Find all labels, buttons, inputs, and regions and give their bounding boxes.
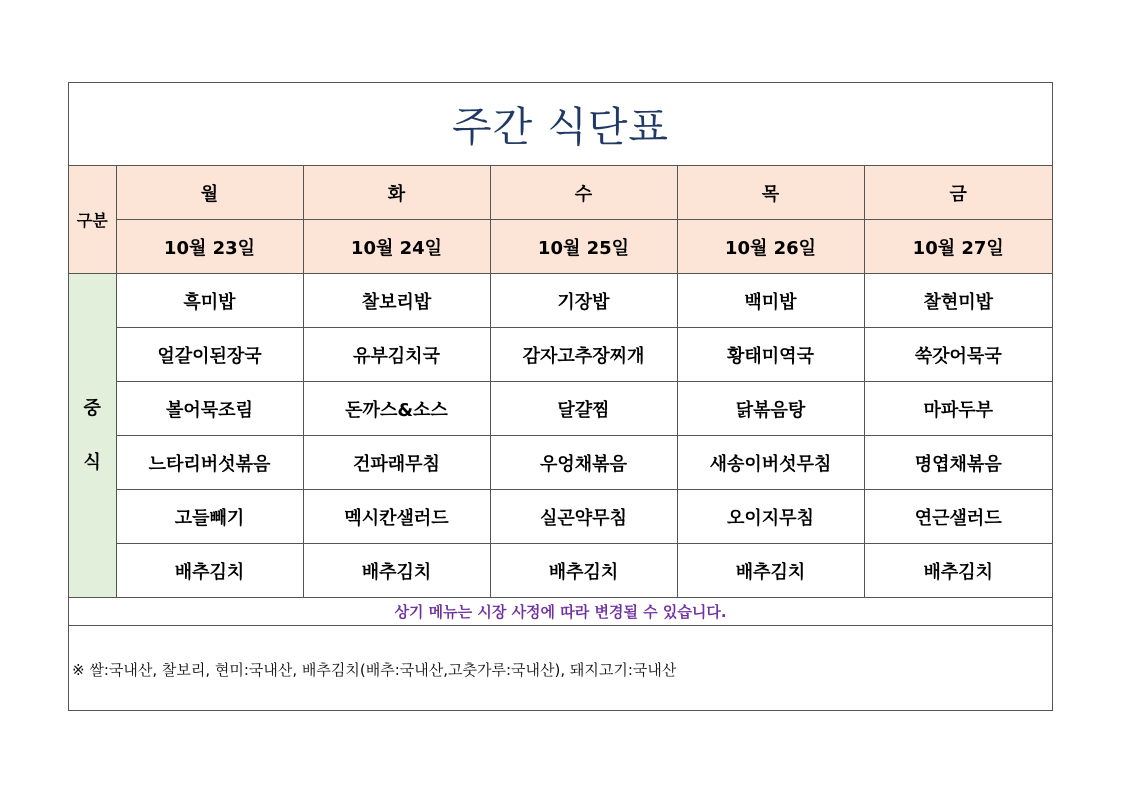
menu-cell: 돈까스&소스 [303,382,490,436]
day-header-thu: 목 [677,166,864,220]
menu-table [69,166,1052,598]
menu-cell: 배추김치 [677,544,864,598]
date-header-tue: 10월 24일 [303,220,490,274]
change-notice: 상기 메뉴는 시장 사정에 따라 변경될 수 있습니다. [69,598,1052,626]
menu-cell: 쑥갓어묵국 [864,328,1052,382]
menu-cell: 연근샐러드 [864,490,1052,544]
menu-cell: 배추김치 [303,544,490,598]
menu-cell: 우엉채볶음 [490,436,677,490]
menu-row [69,436,1052,490]
menu-cell: 흑미밥 [116,274,303,328]
menu-row [69,382,1052,436]
menu-cell: 황태미역국 [677,328,864,382]
origin-note: ※ 쌀:국내산, 찰보리, 현미:국내산, 배추김치(배추:국내산,고춧가루:국내산), 돼지고기:국내산 [72,661,677,679]
menu-cell: 달걀찜 [490,382,677,436]
menu-cell: 명엽채볶음 [864,436,1052,490]
category-header: 구분 [69,166,116,274]
menu-cell: 새송이버섯무침 [677,436,864,490]
menu-cell: 실곤약무침 [490,490,677,544]
menu-cell: 볼어묵조림 [116,382,303,436]
menu-sheet [68,82,1053,711]
day-header-tue: 화 [303,166,490,220]
menu-row [69,274,1052,328]
menu-cell: 마파두부 [864,382,1052,436]
header-row-dates [69,220,1052,274]
menu-cell: 배추김치 [116,544,303,598]
menu-cell: 유부김치국 [303,328,490,382]
lunch-label-line1: 중 [83,397,101,419]
date-header-wed: 10월 25일 [490,220,677,274]
day-header-fri: 금 [864,166,1052,220]
lunch-label-line2: 식 [83,451,101,473]
menu-cell: 닭볶음탕 [677,382,864,436]
date-header-thu: 10월 26일 [677,220,864,274]
menu-row [69,328,1052,382]
menu-row [69,490,1052,544]
menu-row [69,544,1052,598]
day-header-mon: 월 [116,166,303,220]
menu-cell: 느타리버섯볶음 [116,436,303,490]
title-row [69,83,1052,166]
day-header-wed: 수 [490,166,677,220]
date-header-fri: 10월 27일 [864,220,1052,274]
menu-cell: 고들빼기 [116,490,303,544]
header-row-days [69,166,1052,220]
menu-cell: 얼갈이된장국 [116,328,303,382]
date-header-mon: 10월 23일 [116,220,303,274]
menu-cell: 찰현미밥 [864,274,1052,328]
menu-cell: 오이지무침 [677,490,864,544]
menu-cell: 기장밥 [490,274,677,328]
menu-cell: 멕시칸샐러드 [303,490,490,544]
menu-cell: 백미밥 [677,274,864,328]
menu-cell: 찰보리밥 [303,274,490,328]
page-title: 주간 식단표 [451,102,670,151]
menu-cell: 건파래무침 [303,436,490,490]
menu-cell: 배추김치 [490,544,677,598]
menu-cell: 감자고추장찌개 [490,328,677,382]
menu-cell: 배추김치 [864,544,1052,598]
lunch-label [69,274,116,598]
